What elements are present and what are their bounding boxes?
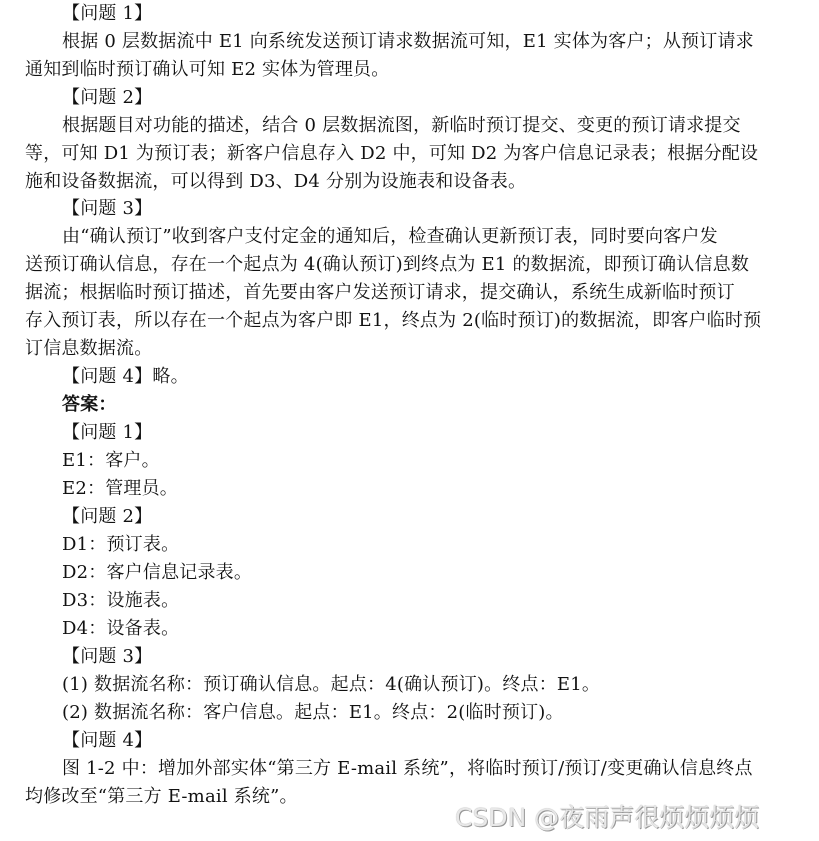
analysis-q3-line-2: 送预订确认信息，存在一个起点为 4(确认预订)到终点为 E1 的数据流，即预订确认信息数 [25,254,750,275]
analysis-q4-heading: 【问题 4】略。 [62,366,189,387]
answer-q2-item-4: D4：设备表。 [62,618,180,639]
analysis-q2-line-3: 施和设备数据流，可以得到 D3、D4 分别为设施表和设备表。 [25,171,527,192]
answer-q4-heading: 【问题 4】 [62,730,153,751]
answer-q2-item-1: D1：预订表。 [62,534,180,555]
csdn-watermark: CSDN @夜雨声很烦烦烦烦 [455,803,760,832]
answer-q2-item-3: D3：设施表。 [62,590,180,611]
analysis-q1-line-1: 根据 0 层数据流中 E1 向系统发送预订请求数据流可知，E1 实体为客户；从预订请求 [62,31,754,52]
analysis-q2-line-1: 根据题目对功能的描述，结合 0 层数据流图，新临时预订提交、变更的预订请求提交 [62,115,741,136]
answer-q3-item-1: (1) 数据流名称：预订确认信息。起点：4(确认预订)。终点：E1。 [62,674,601,695]
answer-q1-heading: 【问题 1】 [62,422,153,443]
analysis-q3-line-3: 据流；根据临时预订描述，首先要由客户发送预订请求，提交确认，系统生成新临时预订 [25,282,735,303]
answer-q4-line-1: 图 1-2 中：增加外部实体“第三方 E-mail 系统”，将临时预订/预订/变更确认信息终点 [62,758,753,779]
analysis-q1-line-2: 通知到临时预订确认可知 E2 实体为管理员。 [25,59,390,80]
answer-q2-heading: 【问题 2】 [62,506,153,527]
answer-q3-item-2: (2) 数据流名称：客户信息。起点：E1。终点：2(临时预订)。 [62,702,564,723]
analysis-q3-heading: 【问题 3】 [62,198,153,219]
analysis-q3-line-5: 订信息数据流。 [25,338,153,359]
analysis-q1-heading: 【问题 1】 [62,3,153,24]
answer-q4-line-2: 均修改至“第三方 E-mail 系统”。 [25,786,298,807]
answer-q1-item-1: E1：客户。 [62,450,160,471]
analysis-q2-line-2: 等，可知 D1 为预订表；新客户信息存入 D2 中，可知 D2 为客户信息记录表；根据分配设 [25,143,759,164]
analysis-q2-heading: 【问题 2】 [62,87,153,108]
analysis-q3-line-1: 由“确认预订”收到客户支付定金的通知后，检查确认更新预订表，同时要向客户发 [62,226,718,247]
answers-title: 答案： [62,394,117,415]
answer-q2-item-2: D2：客户信息记录表。 [62,562,253,583]
answer-q1-item-2: E2：管理员。 [62,478,178,499]
analysis-q3-line-4: 存入预订表，所以存在一个起点为客户即 E1，终点为 2(临时预订)的数据流，即客户临时预 [25,310,762,331]
answer-q3-heading: 【问题 3】 [62,646,153,667]
